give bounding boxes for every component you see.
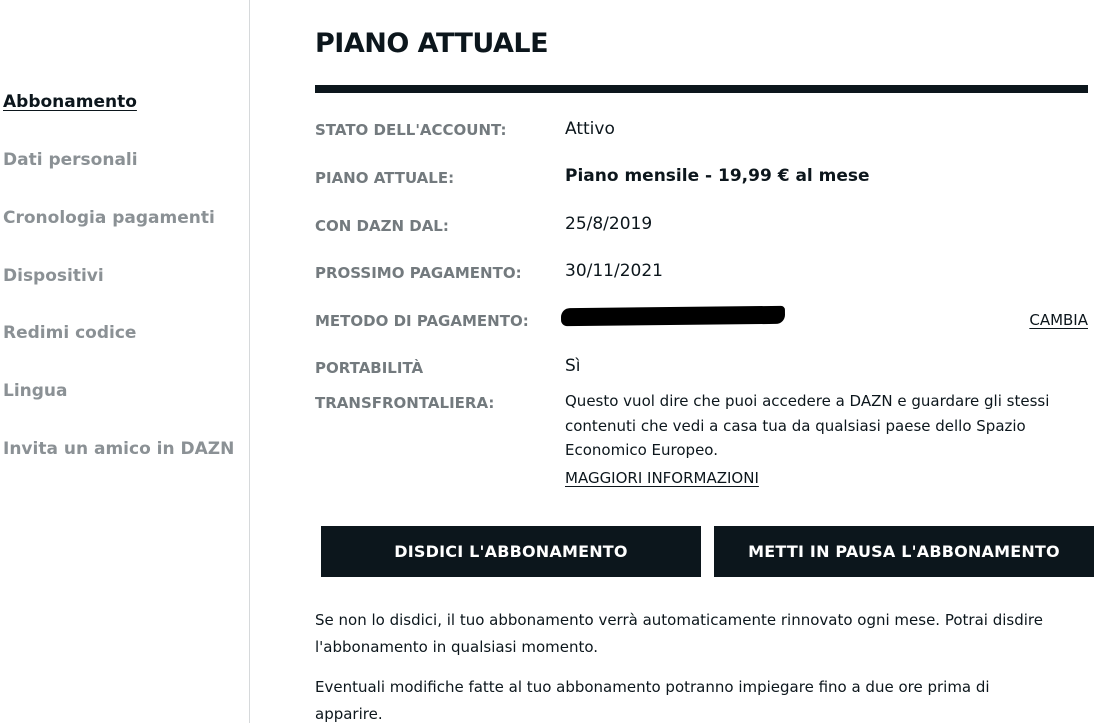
pause-subscription-button[interactable]: METTI IN PAUSA L'ABBONAMENTO — [714, 526, 1094, 577]
member-since-label: CON DAZN DAL: — [315, 217, 449, 235]
member-since-value: 25/8/2019 — [565, 214, 653, 234]
title-divider — [315, 85, 1088, 93]
account-status-label: STATO DELL'ACCOUNT: — [315, 121, 507, 139]
portability-value: Sì — [565, 356, 581, 376]
sidebar-item-dispositivi[interactable]: Dispositivi — [3, 266, 104, 286]
renewal-note: Se non lo disdici, il tuo abbonamento verrà automaticamente rinnovato ogni mese. Potrai disdire l'abbonamento in qualsiasi momento. — [315, 611, 1043, 656]
current-plan-label: PIANO ATTUALE: — [315, 169, 455, 187]
sidebar-item-cronologia-pagamenti[interactable]: Cronologia pagamenti — [3, 208, 215, 228]
change-payment-link[interactable]: CAMBIA — [1029, 311, 1088, 329]
sidebar-nav — [0, 0, 250, 723]
next-payment-value: 30/11/2021 — [565, 261, 663, 281]
portability-label-line1: PORTABILITÀ — [315, 359, 424, 377]
account-status-value: Attivo — [565, 119, 615, 139]
next-payment-label: PROSSIMO PAGAMENTO: — [315, 264, 522, 282]
sidebar-item-abbonamento[interactable]: Abbonamento — [3, 92, 137, 112]
subscription-panel — [315, 0, 1088, 723]
current-plan-value: Piano mensile - 19,99 € al mese — [565, 166, 870, 186]
page-title: PIANO ATTUALE — [315, 28, 549, 59]
redacted-payment-method — [561, 306, 785, 326]
portability-description: Questo vuol dire che puoi accedere a DAZN e guardare gli stessi contenuti che vedi a casa tua da qualsiasi paese dello Spazio Economico Europeo. — [565, 392, 1050, 459]
cancel-subscription-button[interactable]: DISDICI L'ABBONAMENTO — [321, 526, 701, 577]
payment-method-label: METODO DI PAGAMENTO: — [315, 312, 529, 330]
sidebar-item-invita-amico[interactable]: Invita un amico in DAZN — [3, 439, 235, 459]
sidebar-item-lingua[interactable]: Lingua — [3, 381, 68, 401]
sidebar-item-redimi-codice[interactable]: Redimi codice — [3, 323, 137, 343]
more-info-link[interactable]: MAGGIORI INFORMAZIONI — [565, 469, 759, 487]
changes-note: Eventuali modifiche fatte al tuo abbonamento potranno impiegare fino a due ore prima di apparire. — [315, 678, 990, 723]
portability-label-line2: TRANSFRONTALIERA: — [315, 394, 495, 412]
sidebar-item-dati-personali[interactable]: Dati personali — [3, 150, 138, 170]
